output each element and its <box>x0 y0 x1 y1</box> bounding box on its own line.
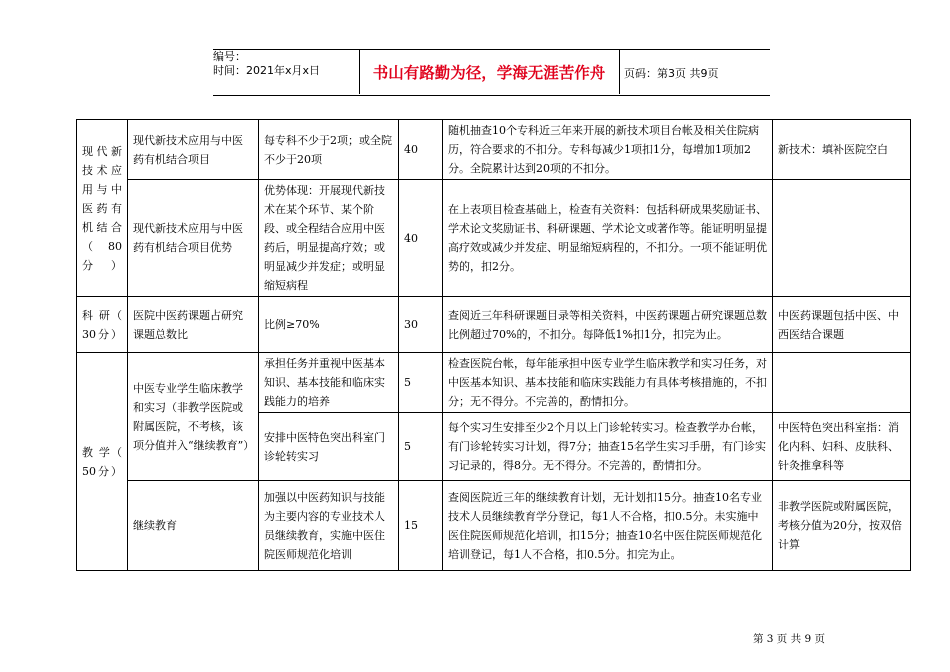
score-cell: 5 <box>399 413 443 481</box>
method-cell: 随机抽查10个专科近三年来开展的新技术项目台帐及相关住院病历，符合要求的不扣分。专科每减少1项扣1分，每增加1项加2分。全院累计达到20项的不扣分。 <box>443 120 773 180</box>
item-cell: 现代新技术应用与中医药有机结合项目优势 <box>128 180 259 297</box>
score-cell: 40 <box>399 120 443 180</box>
header-motto: 书山有路勤为径，学海无涯苦作舟 <box>372 64 606 82</box>
header-divider <box>359 50 360 94</box>
item-cell: 中医专业学生临床教学和实习（非教学医院或附属医院，不考核，该项分值并入“继续教育”） <box>128 353 259 481</box>
score-cell: 5 <box>399 353 443 413</box>
header-page-info: 页码：第3页 共9页 <box>624 67 719 80</box>
standard-cell: 优势体现：开展现代新技术在某个环节、某个阶段、或全程结合应用中医药后，明显提高疗效；或明显减少并发症；或明显缩短病程 <box>259 180 399 297</box>
note-cell: 非教学医院或附属医院，考核分值为20分，按双倍计算 <box>773 481 911 571</box>
table-row <box>77 481 911 571</box>
document-time: 时间：2021年x月x日 <box>213 64 321 77</box>
page-header <box>213 50 770 94</box>
score-cell: 15 <box>399 481 443 571</box>
method-cell: 每个实习生安排至少2个月以上门诊轮转实习。检查教学办台帐，有门诊轮转实习计划，得7分；抽查15名学生实习手册，有门诊实习记录的，得8分。无不得分。不完善的，酌情扣分。 <box>443 413 773 481</box>
table-row <box>77 180 911 297</box>
document-number: 编号： <box>213 50 246 63</box>
category-cell: 现代新技术应用与中医药有机结合（ 80分） <box>77 120 128 297</box>
item-cell: 现代新技术应用与中医药有机结合项目 <box>128 120 259 180</box>
category-cell: 教 学（ 50分） <box>77 353 128 571</box>
score-cell: 30 <box>399 297 443 353</box>
note-cell <box>773 180 911 297</box>
standard-cell: 加强以中医药知识与技能为主要内容的专业技术人员继续教育，实施中医住院医师规范化培训 <box>259 481 399 571</box>
note-cell: 中医药课题包括中医、中西医结合课题 <box>773 297 911 353</box>
table-row <box>77 120 911 180</box>
standard-cell: 每专科不少于2项；或全院不少于20项 <box>259 120 399 180</box>
category-cell: 科 研（ 30分） <box>77 297 128 353</box>
score-cell: 40 <box>399 180 443 297</box>
method-cell: 查阅近三年科研课题目录等相关资料，中医药课题占研究课题总数比例超过70%的，不扣分。每降低1%扣1分，扣完为止。 <box>443 297 773 353</box>
standard-cell: 承担任务并重视中医基本知识、基本技能和临床实践能力的培养 <box>259 353 399 413</box>
note-cell <box>773 353 911 413</box>
item-cell: 医院中医药课题占研究课题总数比 <box>128 297 259 353</box>
table-row <box>77 297 911 353</box>
header-meta <box>213 50 351 94</box>
table-row <box>77 353 911 413</box>
page-footer: 第 3 页 共 9 页 <box>752 633 825 645</box>
method-cell: 在上表项目检查基础上，检查有关资料：包括科研成果奖励证书、学术论文奖励证书、科研课题、学术论文或著作等。能证明明显提高疗效或减少并发症、明显缩短病程的，不扣分。一项不能证明优势的，扣2分。 <box>443 180 773 297</box>
item-cell: 继续教育 <box>128 481 259 571</box>
header-divider <box>619 50 620 94</box>
note-cell: 中医特色突出科室指：消化内科、妇科、皮肤科、针灸推拿科等 <box>773 413 911 481</box>
method-cell: 检查医院台帐，每年能承担中医专业学生临床教学和实习任务，对中医基本知识、基本技能和临床实践能力有具体考核措施的，不扣分；无不得分。不完善的，酌情扣分。 <box>443 353 773 413</box>
standard-cell: 安排中医特色突出科室门诊轮转实习 <box>259 413 399 481</box>
header-bottom-rule <box>213 95 770 96</box>
note-cell: 新技术：填补医院空白 <box>773 120 911 180</box>
standard-cell: 比例≥70% <box>259 297 399 353</box>
assessment-table <box>76 119 911 571</box>
method-cell: 查阅医院近三年的继续教育计划，无计划扣15分。抽查10名专业技术人员继续教育学分登记，每1人不合格，扣0.5分。未实施中医住院医师规范化培训，扣15分；抽查10名中医住院医师规范化培训登记，每1人不合格，扣0.5分。扣完为止。 <box>443 481 773 571</box>
